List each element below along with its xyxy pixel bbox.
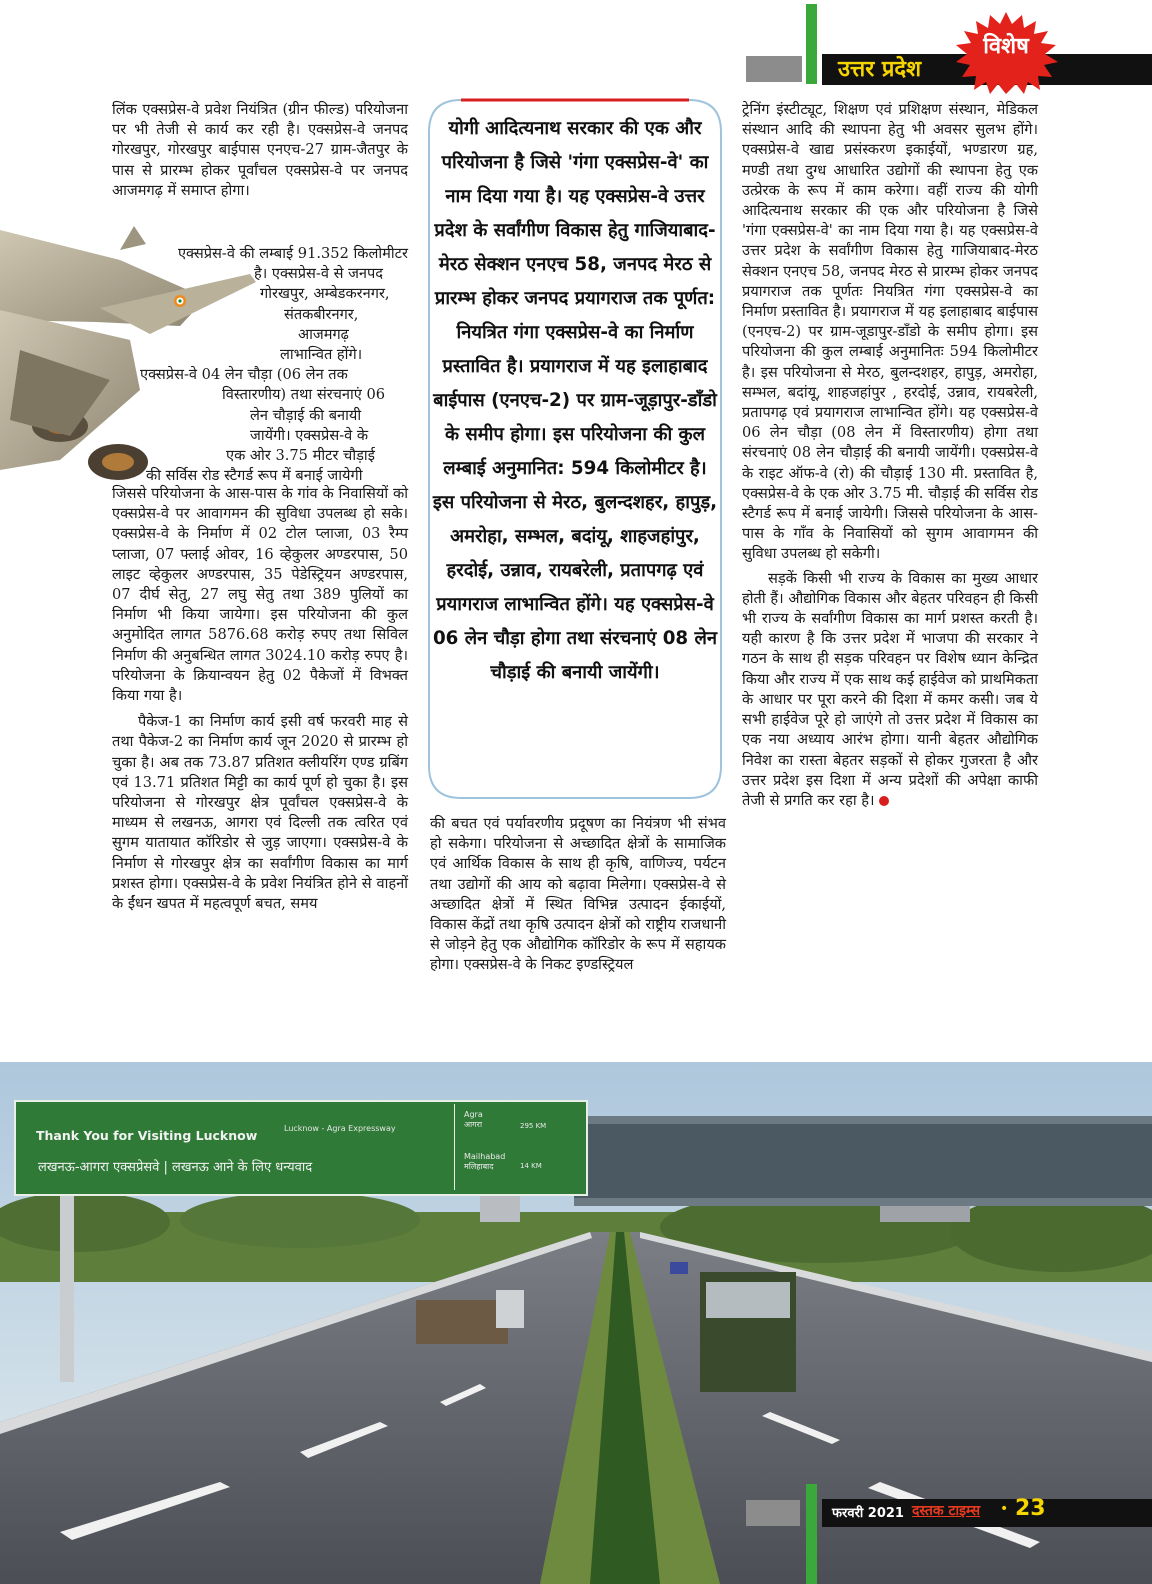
article-paragraph [742, 569, 1038, 811]
article-paragraph: जिससे परियोजना के आस-पास के गांव के निवासियों को एक्सप्रेस-वे पर आवागमन की सुविधा उपलब्ध हो सके। एक्सप्रेस-वे के निर्माण में 02 टोल प्लाजा, 03 रैम्प प्लाजा, 07 फ्लाई ओवर, 16 व्हेकुलर अण्डरपास, 50 लाइट व्हेकुलर अण्डरपास, 35 पेडेस्ट्रियन अण्डरपास, 07 दीर्घ सेतु, 27 लघु सेतु तथा 389 पुलियों का निर्माण भी किया जायेगा। इस परियोजना की कुल अनुमोदित लागत 5876.68 करोड़ रुपए तथा सिविल निर्माण की अनुबन्धित लागत 3024.10 करोड़ रुपए है। परियोजना के क्रियान्वयन हेतु 02 पैकेजों में विभक्त किया गया है। [112, 485, 408, 705]
highway-sign [14, 1100, 588, 1196]
wrap-line: एक ओर 3.75 मीटर चौड़ाई [226, 447, 375, 465]
wrap-line: है। एक्सप्रेस-वे से जनपद [254, 265, 384, 283]
end-mark-icon [879, 796, 889, 806]
column-3 [742, 100, 1038, 811]
wrap-line: जायेंगी। एक्सप्रेस-वे के [250, 426, 369, 444]
sign-divider [454, 1104, 455, 1190]
sign-hindi-text: लखनऊ-आगरा एक्सप्रेसवे | लखनऊ आने के लिए धन्यवाद [38, 1160, 313, 1175]
wrap-line: एक्सप्रेस-वे 04 लेन चौड़ा (06 लेन तक [140, 366, 348, 384]
section-title: उत्तर प्रदेश [838, 57, 922, 82]
section-badge: विशेष [983, 34, 1029, 59]
sign-distance-mailhabad: 14 KM [520, 1162, 542, 1170]
wrap-line: लेन चौड़ाई की बनायी [250, 406, 362, 424]
wrap-line: विस्तारणीय) तथा संरचनाएं 06 [222, 386, 386, 404]
article-paragraph: लिंक एक्सप्रेस-वे प्रवेश नियंत्रित (ग्रीन फील्ड) परियोजना पर भी तेजी से कार्य कर रही है। एक्सप्रेस-वे जनपद गोरखपुर, गोरखपुर बाईपास एनएच-27 ग्राम-जैतपुर के पास से प्रारम्भ होकर पूर्वांचल एक्सप्रेस-वे पर जनपद आजमगढ़ में समाप्त होगा। [112, 101, 408, 199]
header-green-bar [806, 4, 817, 84]
footer-green-bar [806, 1484, 817, 1584]
fighter-jet-image [0, 200, 260, 500]
closing-paragraph-text: सड़कें किसी भी राज्य के विकास का मुख्य आधार होती हैं। औद्योगिक विकास और बेहतर परिवहन ही किसी भी राज्य के सर्वांगीण विकास का मार्ग प्रशस्त करती है। यही कारण है कि उत्तर प्रदेश में भाजपा की सरकार ने गठन के साथ ही सड़क परिवहन पर विशेष ध्यान केन्द्रित किया और राज्य में एक साथ कई हाईवेज को प्राथमिकता के आधार पर पूरा करने की दिशा में कमर कसी। जब ये सभी हाईवेज पूरे हो जाएंगे तो उत्तर प्रदेश में विकास का एक नया अध्याय आरंभ होगा। यानी बेहतर औद्योगिक निवेश का रास्ता बेहतर सड़कों से होकर गुजरता है और उत्तर प्रदेश इस दिशा में अन्य प्रदेशों की अपेक्षा काफी तेजी से प्रगति कर रहा है। [742, 569, 1038, 809]
wrap-line: एक्सप्रेस-वे की लम्बाई 91.352 किलोमीटर [177, 245, 408, 262]
column-1-top [112, 100, 408, 201]
sign-destination-mailhabad: Mailhabad मलिहाबाद [464, 1152, 506, 1171]
pull-quote-text: योगी आदित्यनाथ सरकार की एक और परियोजना है जिसे 'गंगा एक्सप्रेस-वे' का नाम दिया गया है। यह एक्सप्रेस-वे उत्तर प्रदेश के सर्वांगीण विकास हेतु गाजियाबाद-मेरठ सेक्शन एनएच 58, जनपद मेरठ से प्रारम्भ होकर जनपद प्रयागराज तक पूर्णत: नियत्रित गंगा एक्सप्रेस-वे का निर्माण प्रस्तावित है। प्रयागराज में यह इलाहाबाद बाईपास (एनएच-2) पर ग्राम-जूड़ापुर-डॉंडो के समीप होगा। इस परियोजना की कुल लम्बाई अनुमानित: 594 किलोमीटर है। इस परियोजना से मेरठ, बुलन्दशहर, हापुड़, अमरोहा, सम्भल, बदांयू, शाहजहांपुर, हरदोई, उन्नाव, रायबरेली, प्रतापगढ़ एवं प्रयागराज लाभान्वित होंगे। यह एक्सप्रेस-वे 06 लेन चौड़ा होगा तथा संरचनाएं 08 लेन चौड़ाई की बनायी जायेंगी। [432, 118, 718, 683]
page-number: 23 [1015, 1496, 1046, 1521]
wrap-line: गोरखपुर, अम्बेडकरनगर, [260, 285, 390, 303]
column-2 [430, 814, 726, 976]
wrap-line: आजमगढ़ [298, 325, 349, 343]
article-paragraph: ट्रेनिंग इंस्टीट्यूट, शिक्षण एवं प्रशिक्षण संस्थान, मेडिकल संस्थान आदि की स्थापना हेतु भी अवसर सुलभ होंगे। एक्सप्रेस-वे खाद्य प्रसंस्करण इकाईयों, भण्डारण ग्रह, मण्डी तथा दुग्ध आधारित उद्योगों की स्थापना हेतु एक उत्प्रेरक के रूप में काम करेगा। वहीं राज्य की योगी आदित्यनाथ सरकार की एक और परियोजना है जिसे 'गंगा एक्सप्रेस-वे' का नाम दिया गया है। यह एक्सप्रेस-वे उत्तर प्रदेश के सर्वांगीण विकास हेतु गाजियाबाद-मेरठ सेक्शन एनएच 58, जनपद मेरठ से प्रारम्भ होकर जनपद प्रयागराज तक पूर्णतः नियत्रित गंगा एक्सप्रेस-वे का निर्माण प्रस्तावित है। प्रयागराज में यह इलाहाबाद बाईपास (एनएच-2) पर ग्राम-जूडापुर-डॉंडो के समीप होगा। इस परियोजना की कुल लम्बाई अनुमानितः 594 किलोमीटर है। इस परियोजना से मेरठ, बुलन्दशहर, हापुड़, अमरोहा, सम्भल, बदांयू, शाहजहांपुर , हरदोई, उन्नाव, रायबरेली, प्रतापगढ़ एवं प्रयागराज लाभान्वित होंगे। यह एक्सप्रेस-वे 06 लेन चौड़ा (08 लेन में विस्तारणीय) होगा तथा संरचनाएं 08 लेन चौड़ाई की बनायी जायेंगी। एक्सप्रेस-वे के राइट ऑफ-वे (रो) की चौड़ाई 130 मी. प्रस्तावित है, एक्सप्रेस-वे के एक ओर 3.75 मी. चौड़ाई की सर्विस रोड स्टैगर्ड रूप में बनाई जायेगी। जिससे परियोजना के आस-पास के गाँव के निवासियों को सुगम आवागमन की सुविधा उपलब्ध हो सकेगी। [742, 101, 1038, 563]
sign-distance-agra: 295 KM [520, 1122, 547, 1130]
wrap-line: संतकबीरनगर, [284, 305, 359, 323]
magazine-name: दस्तक टाइम्स [912, 1503, 981, 1519]
issue-month: फरवरी 2021 [832, 1506, 904, 1521]
footer-separator: • [1000, 1501, 1009, 1517]
header-gray-block [746, 56, 802, 82]
sign-expressway-text: Lucknow - Agra Expressway [284, 1124, 396, 1133]
article-paragraph: पैकेज-1 का निर्माण कार्य इसी वर्ष फरवरी माह से तथा पैकेज-2 का निर्माण कार्य जून 2020 से प्रारम्भ हो चुका है। अब तक 73.87 प्रतिशत क्लीयरिंग एण्ड ग्रबिंग एवं 13.71 प्रतिशत मिट्टी का कार्य पूर्ण हो चुका है। इस परियोजना से गोरखपुर क्षेत्र पूर्वांचल एक्सप्रेस-वे के माध्यम से लखनऊ, आगरा एवं दिल्ली तक त्वरित एवं सुगम यातायात कॉरिडोर से जुड़ जाएगा। एक्सप्रेस-वे के निर्माण से गोरखपुर क्षेत्र का सर्वांगीण विकास का मार्ग प्रशस्त होगा। एक्सप्रेस-वे के प्रवेश नियंत्रित होने से वाहनों के ईंधन खपत में महत्वपूर्ण बचत, समय [112, 713, 408, 913]
sign-english-text: Thank You for Visiting Lucknow [36, 1128, 258, 1143]
footer-gray-block [746, 1500, 800, 1526]
sign-destination-agra: Agra आगरा [464, 1110, 483, 1129]
article-paragraph: की बचत एवं पर्यावरणीय प्रदूषण का नियंत्रण भी संभव हो सकेगा। परियोजना से अच्छादित क्षेत्रों के सामाजिक एवं आर्थिक विकास के साथ ही कृषि, वाणिज्य, पर्यटन तथा उद्योगों की आय को बढ़ावा मिलेगा। एक्सप्रेस-वे से अच्छादित क्षेत्रों में स्थित विभिन्न उत्पादन ईकाईयों, विकास केंद्रों तथा कृषि उत्पादन क्षेत्रों को राष्ट्रीय राजधानी से जोड़ने हेतु एक औद्योगिक कॉरिडोर के रूप में सहायक होगा। एक्सप्रेस-वे के निकट इण्डस्ट्रियल [430, 815, 726, 974]
wrap-line: लाभान्वित होंगे। [280, 346, 363, 364]
column-1-bottom [112, 484, 408, 914]
wrap-line: की सर्विस रोड स्टैगर्ड रूप में बनाई जायेगी [146, 467, 363, 485]
